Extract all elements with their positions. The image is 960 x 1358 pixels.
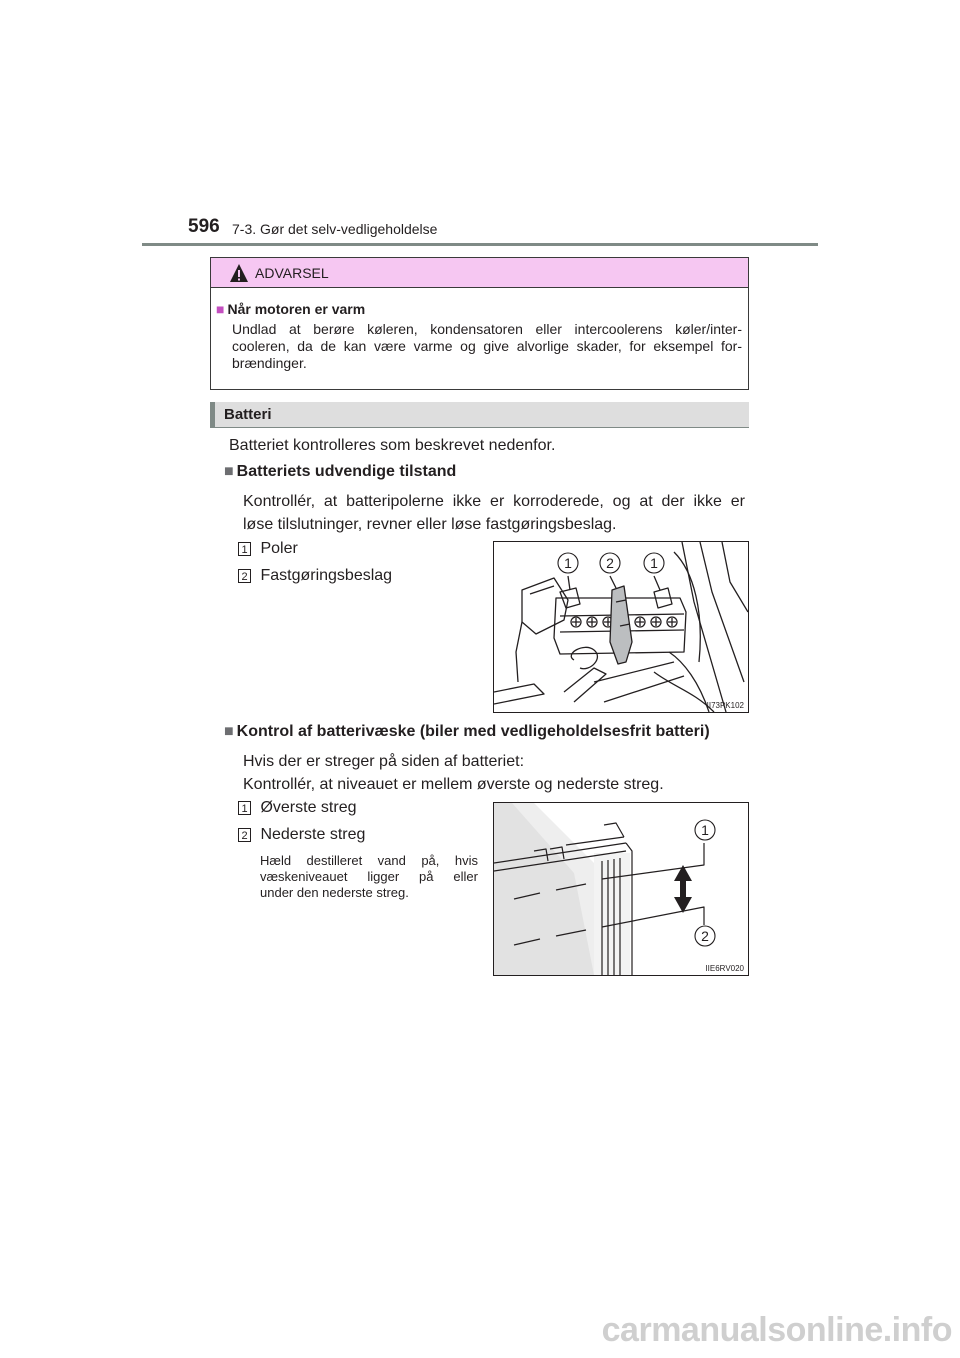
section-header-label: Batteri [224, 406, 272, 423]
watermark: carmanualsonline.info [601, 1311, 952, 1349]
warning-triangle-icon [229, 263, 249, 283]
square-bullet-icon: ■ [216, 301, 225, 317]
fluid-item-lower-line [238, 826, 365, 844]
warning-line: Undlad at berøre køleren, kondensatoren eller intercoolerens køler/inter- [232, 321, 742, 337]
fluid-note-line: under den nederste streg. [260, 885, 409, 900]
section-header-batteri [210, 402, 749, 428]
item-label: Fastgøringsbeslag [260, 567, 393, 584]
fluid-body [243, 750, 664, 796]
figure-code: II73PK102 [706, 701, 744, 710]
warning-line: cooleren, da de kan være varme og give alvorlige skader, for eksempel for- [232, 338, 742, 354]
item-number-badge: 1 [238, 801, 251, 815]
page-number: 596 [188, 216, 220, 237]
figure-callout: 1 [701, 822, 709, 838]
fluid-item-upper-line [238, 799, 356, 817]
warning-body [232, 321, 742, 372]
battery-intro: Batteriet kontrolleres som beskrevet nedenfor. [229, 437, 556, 454]
figure-callout: 1 [650, 555, 658, 571]
square-bullet-icon: ■ [224, 463, 234, 480]
figure-callout: 2 [701, 928, 709, 944]
warning-header [211, 258, 748, 288]
figure-callout: 2 [606, 555, 614, 571]
item-number-badge: 2 [238, 828, 251, 842]
exterior-line: Kontrollér, at batteripolerne ikke er korroderede, og at der ikke er [243, 493, 745, 510]
fluid-line: Kontrollér, at niveauet er mellem øverste og nederste streg. [243, 776, 664, 793]
item-label: Nederste streg [260, 826, 366, 843]
fluid-heading: ■ Kontrol af batterivæske (biler med vedligeholdelsesfrit batteri) [224, 723, 710, 740]
fluid-line: Hvis der er streger på siden af batteriet: [243, 753, 525, 770]
fluid-note-line: væskeniveauet ligger på eller [260, 869, 478, 884]
square-bullet-icon: ■ [224, 723, 234, 740]
exterior-item-poler [238, 540, 298, 558]
header-rule [142, 243, 818, 246]
battery-fluid-level-figure [493, 802, 749, 976]
warning-label: ADVARSEL [255, 265, 329, 281]
fluid-note-line: Hæld destilleret vand på, hvis [260, 853, 478, 868]
exterior-item-beslag [238, 567, 392, 585]
item-label: Øverste streg [260, 799, 357, 816]
figure-callout: 1 [564, 555, 572, 571]
section-title: 7-3. Gør det selv-vedligeholdelse [232, 221, 438, 237]
item-number-badge: 2 [238, 569, 251, 583]
battery-fluid-level-illustration [494, 803, 748, 975]
item-number-badge: 1 [238, 542, 251, 556]
warning-subheading: ■ Når motoren er varm [216, 301, 366, 317]
battery-terminals-figure [493, 541, 749, 713]
warning-box [210, 257, 749, 390]
exterior-body [243, 490, 745, 536]
warning-line: brændinger. [232, 355, 307, 371]
battery-terminals-illustration [494, 542, 748, 712]
figure-code: IIE6RV020 [705, 964, 744, 973]
exterior-heading: ■ Batteriets udvendige tilstand [224, 463, 457, 480]
item-label: Poler [260, 540, 298, 557]
fluid-note [260, 853, 478, 901]
exterior-line: løse tilslutninger, revner eller løse fastgøringsbeslag. [243, 516, 617, 533]
